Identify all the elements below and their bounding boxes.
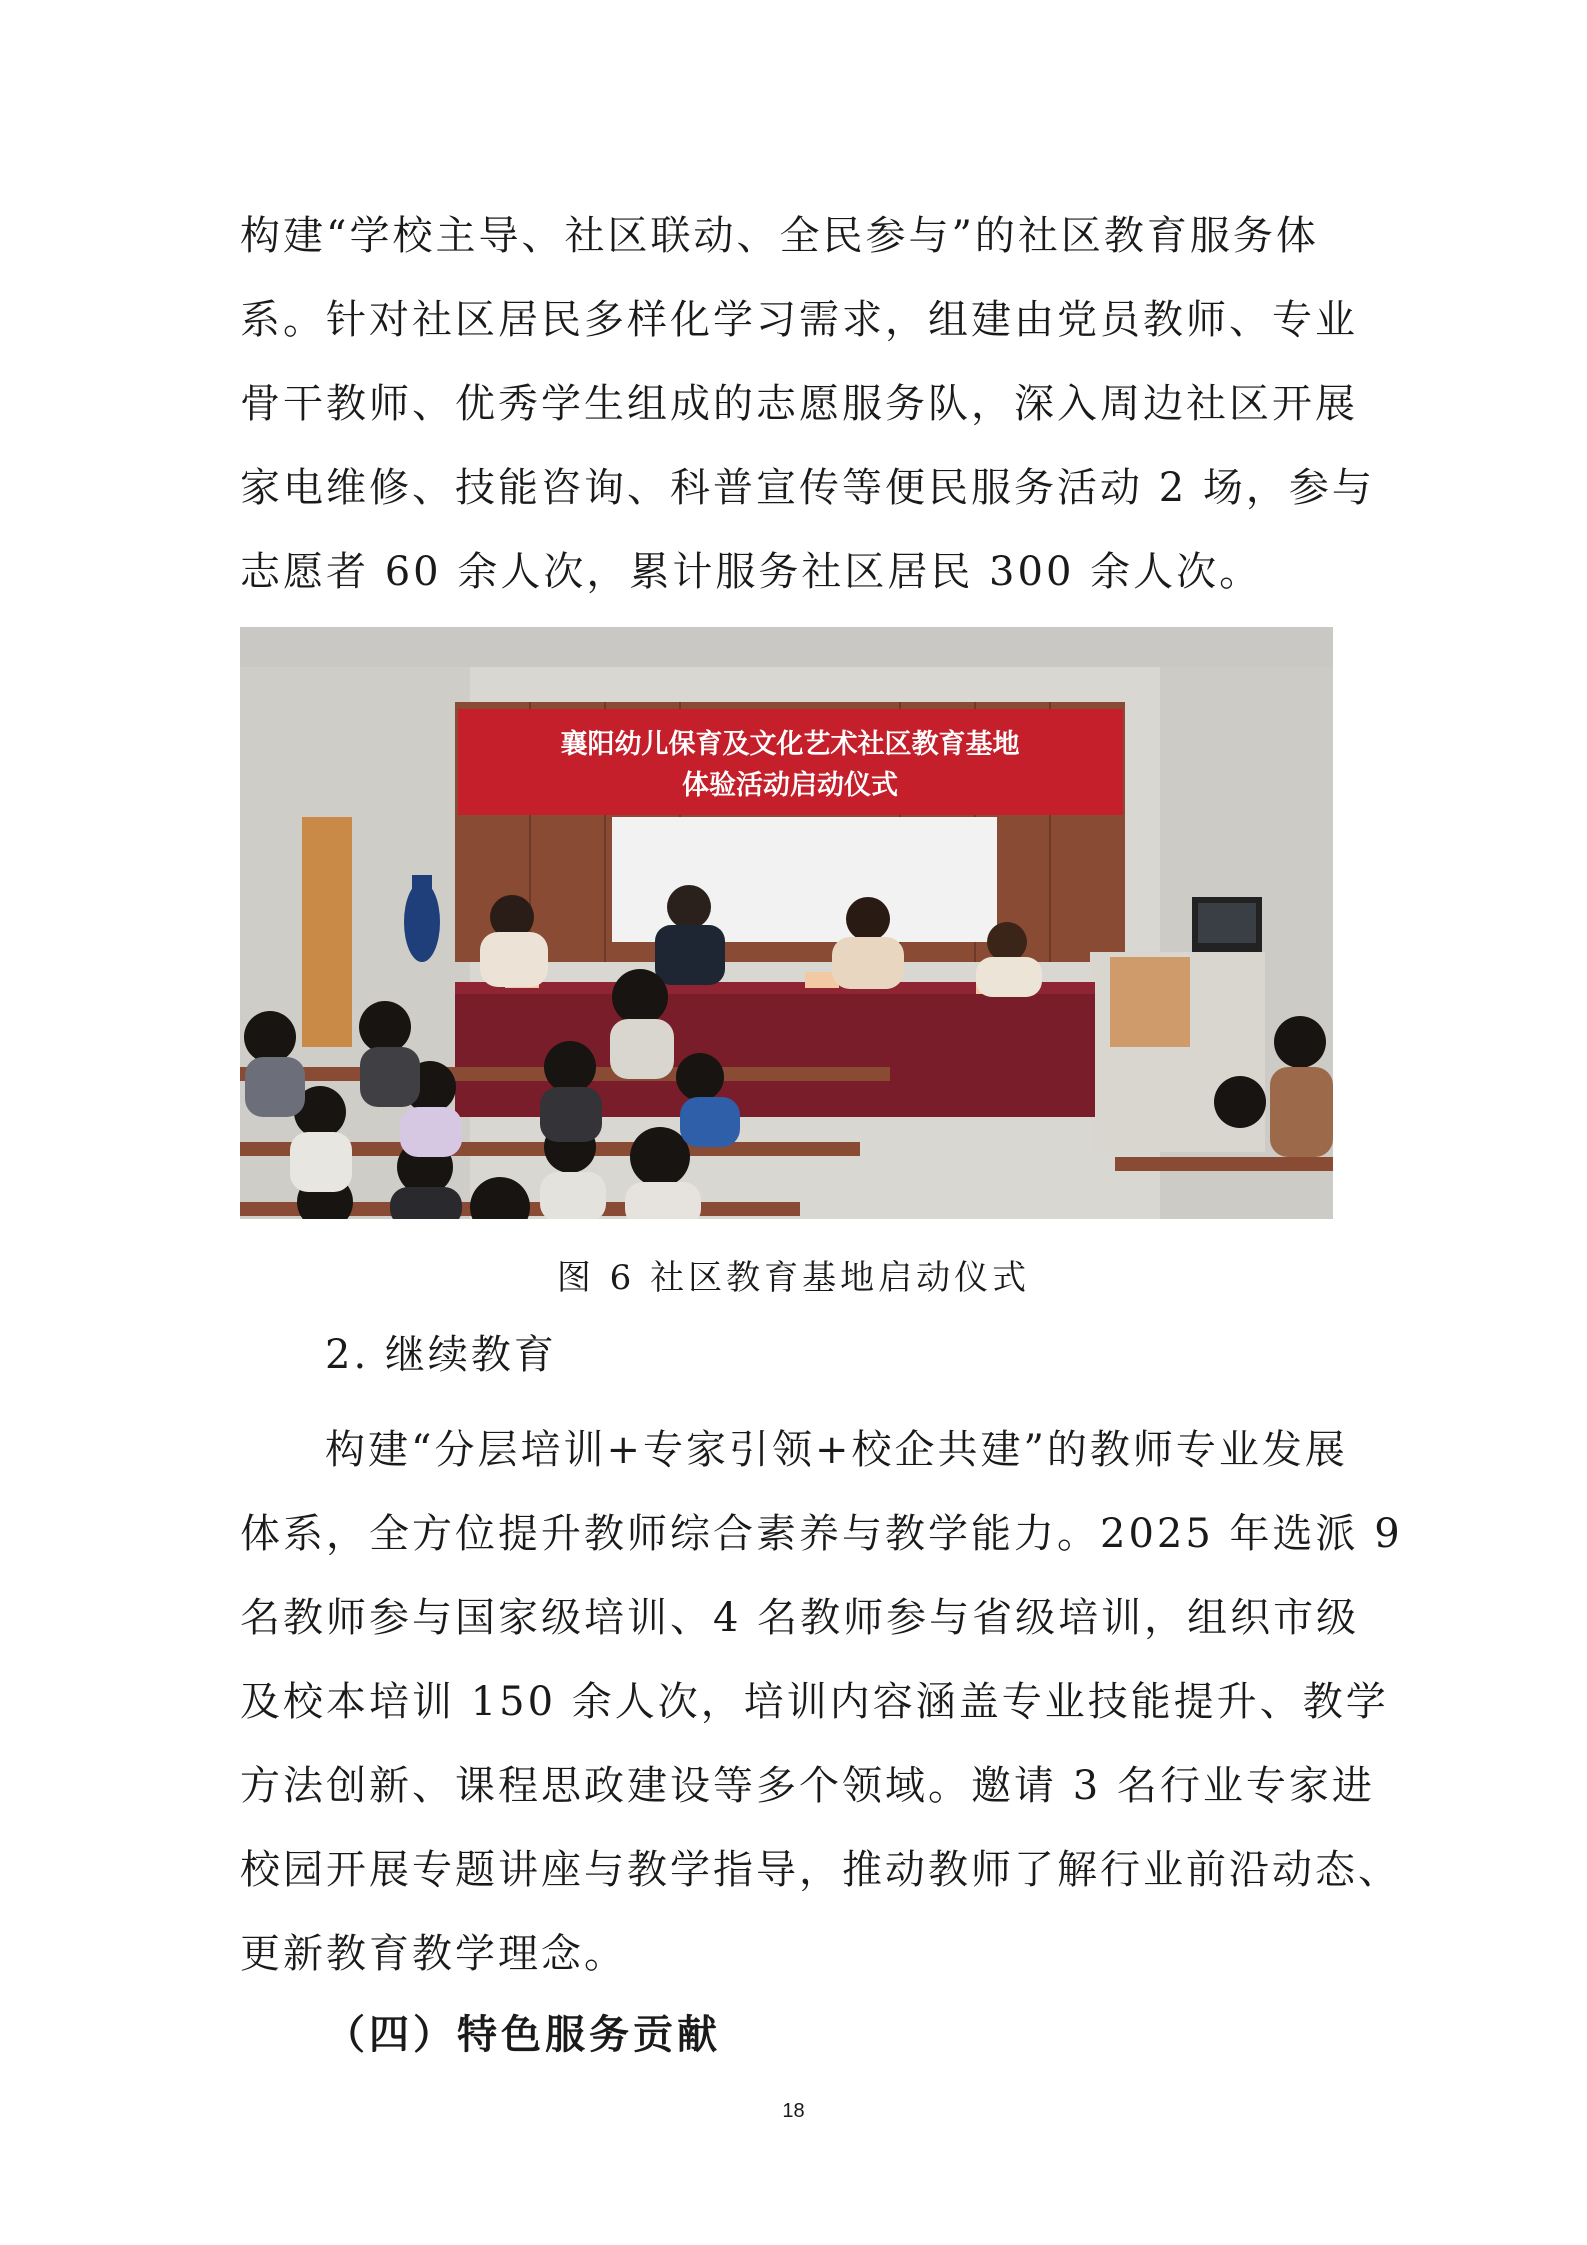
paragraph-line: 方法创新、课程思政建设等多个领域。邀请 3 名行业专家进 xyxy=(240,1763,1375,1809)
paragraph-line: 名教师参与国家级培训、4 名教师参与省级培训，组织市级 xyxy=(240,1595,1360,1641)
paragraph-line: 更新教育教学理念。 xyxy=(240,1931,627,1977)
paragraph-line: 及校本培训 150 余人次，培训内容涵盖专业技能提升、教学 xyxy=(240,1679,1389,1725)
figure-caption: 图 6 社区教育基地启动仪式 xyxy=(556,1258,1031,1298)
page-number: 18 xyxy=(782,2100,805,2122)
paragraph-line: 志愿者 60 余人次，累计服务社区居民 300 余人次。 xyxy=(240,549,1263,595)
banner-line-2: 体验活动启动仪式 xyxy=(682,770,898,801)
paragraph-line: 校园开展专题讲座与教学指导，推动教师了解行业前沿动态、 xyxy=(240,1847,1401,1893)
paragraph-line: 构建“分层培训+专家引领+校企共建”的教师专业发展 xyxy=(325,1427,1348,1473)
subheading-continuing-education: 2. 继续教育 xyxy=(325,1332,557,1378)
ceremony-photo xyxy=(240,627,1333,1219)
paragraph-line: 家电维修、技能咨询、科普宣传等便民服务活动 2 场，参与 xyxy=(240,465,1375,511)
paragraph-line: 系。针对社区居民多样化学习需求，组建由党员教师、专业 xyxy=(240,297,1358,343)
banner-line-1: 襄阳幼儿保育及文化艺术社区教育基地 xyxy=(560,729,1020,760)
paragraph-line: 构建“学校主导、社区联动、全民参与”的社区教育服务体 xyxy=(240,213,1319,259)
ceremony-photo-illustration xyxy=(240,627,1333,1219)
paragraph-continuing-education xyxy=(240,1408,1403,1996)
paragraph-community-service xyxy=(240,194,1375,614)
paragraph-line: 体系，全方位提升教师综合素养与教学能力。2025 年选派 9 xyxy=(240,1511,1403,1557)
paragraph-line: 骨干教师、优秀学生组成的志愿服务队，深入周边社区开展 xyxy=(240,381,1358,427)
section-heading: （四）特色服务贡献 xyxy=(325,2011,721,2058)
